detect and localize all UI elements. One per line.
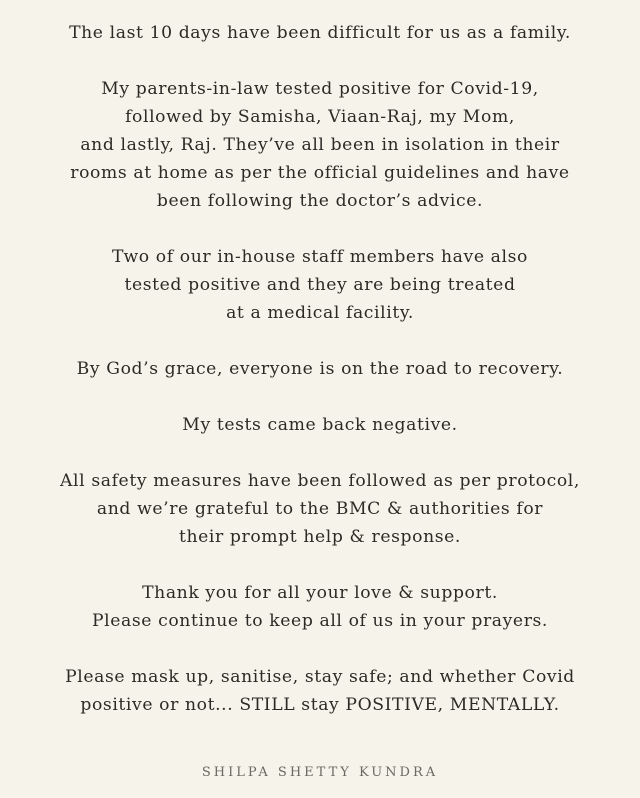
signature: SHILPA SHETTY KUNDRA — [201, 765, 439, 780]
paragraph-family-positive — [0, 75, 640, 215]
text-line: My parents-in-law tested positive for Covid-19, — [101, 79, 539, 99]
text-line: Two of our in-house staff members have also — [112, 247, 528, 267]
text-line: at a medical facility. — [226, 303, 414, 323]
text-line: and we’re grateful to the BMC & authorities for — [96, 499, 544, 519]
text-line: The last 10 days have been difficult for us as a family. — [69, 23, 571, 43]
text-line: By God’s grace, everyone is on the road to recovery. — [76, 359, 564, 379]
paragraph-safety — [0, 467, 640, 551]
text-line: Please continue to keep all of us in your prayers. — [91, 611, 548, 631]
text-line: Please mask up, sanitise, stay safe; and whether Covid — [65, 667, 575, 687]
text-line: been following the doctor’s advice. — [156, 191, 484, 211]
text-line: All safety measures have been followed as per protocol, — [60, 471, 580, 491]
text-line: and lastly, Raj. They’ve all been in isolation in their — [80, 135, 560, 155]
text-line: My tests came back negative. — [182, 415, 458, 435]
text-line: their prompt help & response. — [178, 527, 461, 547]
paragraph-mask-up — [0, 663, 640, 719]
paragraph-intro — [0, 19, 640, 47]
paragraph-staff — [0, 243, 640, 327]
paragraph-thanks — [0, 579, 640, 635]
text-line: followed by Samisha, Viaan-Raj, my Mom, — [125, 107, 515, 127]
text-line: positive or not... STILL stay POSITIVE, MENTALLY. — [80, 695, 560, 715]
text-line: rooms at home as per the official guidelines and have — [70, 163, 570, 183]
text-line: Thank you for all your love & support. — [142, 583, 498, 603]
paragraph-negative-test — [0, 411, 640, 439]
paragraph-recovery — [0, 355, 640, 383]
text-line: tested positive and they are being treated — [124, 275, 516, 295]
